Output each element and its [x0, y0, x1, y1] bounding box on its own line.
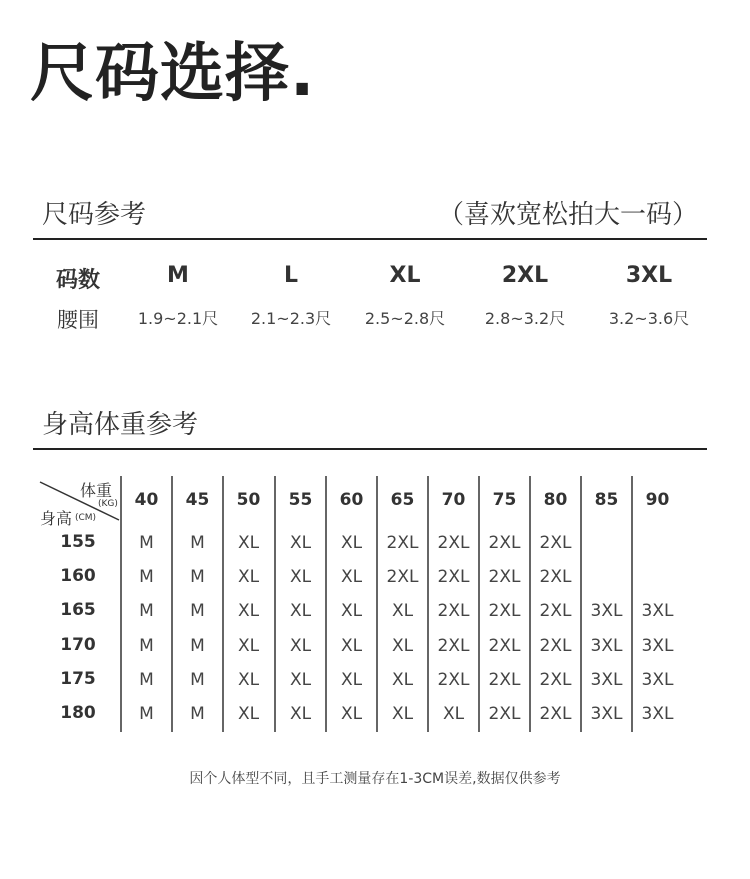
size-cell: XL [289, 636, 312, 656]
size-cell: 3XL [590, 601, 623, 621]
size-cell: 3XL [590, 704, 623, 724]
size-ref-note: （喜欢宽松拍大一码） [437, 200, 698, 230]
corner-weight-label: 体重 [80, 481, 113, 500]
size-row-label: 码数 [55, 268, 100, 293]
size-cell: 2XL [488, 670, 521, 690]
weight-header: 80 [543, 490, 568, 510]
size-cell: 2XL [437, 636, 470, 656]
size-cell: XL [289, 670, 312, 690]
weight-header: 45 [185, 490, 210, 510]
size-cell: 2XL [437, 670, 470, 690]
size-cell: 3XL [641, 601, 674, 621]
waist-value-m: 1.9~2.1尺 [137, 309, 219, 328]
size-cell: M [190, 670, 205, 690]
size-cell: XL [340, 533, 363, 553]
size-cell: XL [340, 567, 363, 587]
size-cell: 2XL [386, 533, 419, 553]
size-header-3xl: 3XL [625, 263, 673, 288]
size-cell: XL [391, 636, 414, 656]
corner-weight-unit: (KG) [98, 499, 118, 509]
size-cell: 2XL [488, 601, 521, 621]
size-ref-divider [33, 238, 707, 240]
weight-header: 75 [492, 490, 517, 510]
height-row-label: 175 [60, 669, 96, 689]
size-cell: 2XL [539, 670, 572, 690]
size-cell: XL [237, 533, 260, 553]
size-header-xl: XL [389, 263, 421, 288]
size-cell: 2XL [386, 567, 419, 587]
weight-header: 40 [134, 490, 159, 510]
size-cell: 3XL [641, 704, 674, 724]
size-cell: 3XL [590, 636, 623, 656]
size-cell: M [190, 704, 205, 724]
size-cell: 3XL [641, 636, 674, 656]
size-cell: 2XL [488, 636, 521, 656]
size-cell: 2XL [437, 567, 470, 587]
size-cell: XL [391, 601, 414, 621]
size-cell: XL [391, 670, 414, 690]
height-row-label: 155 [60, 532, 96, 552]
size-cell: XL [237, 601, 260, 621]
size-cell: M [190, 533, 205, 553]
size-cell: 2XL [539, 567, 572, 587]
height-row-label: 165 [60, 600, 96, 620]
corner-height-label: 身高 [40, 509, 73, 528]
size-header-l: L [283, 263, 299, 288]
weight-header: 70 [441, 490, 466, 510]
size-cell: M [139, 670, 154, 690]
waist-value-3xl: 3.2~3.6尺 [608, 309, 690, 328]
size-cell: M [190, 601, 205, 621]
size-cell: M [139, 533, 154, 553]
height-weight-table [38, 476, 684, 734]
size-cell: 2XL [488, 704, 521, 724]
size-cell: 2XL [488, 567, 521, 587]
size-cell: XL [340, 704, 363, 724]
size-cell: XL [340, 670, 363, 690]
size-header-m: M [167, 263, 189, 288]
size-cell: XL [237, 670, 260, 690]
weight-header: 55 [288, 490, 313, 510]
size-cell: M [139, 704, 154, 724]
size-cell: M [190, 567, 205, 587]
footnote: 因个人体型不同，且手工测量存在1-3CM误差,数据仅供参考 [189, 771, 561, 787]
size-cell: XL [340, 601, 363, 621]
size-cell: XL [442, 704, 465, 724]
size-cell: M [139, 567, 154, 587]
size-cell: M [190, 636, 205, 656]
size-cell: 2XL [437, 533, 470, 553]
size-cell: XL [340, 636, 363, 656]
weight-header: 50 [236, 490, 261, 510]
weight-header: 90 [645, 490, 670, 510]
waist-row-label: 腰围 [57, 308, 99, 332]
hw-ref-divider [33, 448, 707, 450]
weight-header: 65 [390, 490, 415, 510]
size-cell: XL [391, 704, 414, 724]
size-cell: 3XL [641, 670, 674, 690]
size-header-2xl: 2XL [501, 263, 549, 288]
size-cell: XL [237, 704, 260, 724]
size-cell: 2XL [539, 636, 572, 656]
page-title: 尺码选择. [30, 37, 316, 111]
size-cell: XL [289, 533, 312, 553]
corner-height-unit: (CM) [75, 513, 97, 523]
size-cell: 2XL [539, 533, 572, 553]
size-cell: XL [289, 704, 312, 724]
weight-header: 85 [594, 490, 619, 510]
height-row-label: 160 [60, 566, 96, 586]
size-cell: 2XL [437, 601, 470, 621]
waist-value-xl: 2.5~2.8尺 [364, 309, 446, 328]
size-cell: 2XL [539, 601, 572, 621]
waist-value-l: 2.1~2.3尺 [250, 309, 332, 328]
size-cell: 2XL [539, 704, 572, 724]
size-cell: 2XL [488, 533, 521, 553]
size-cell: XL [289, 567, 312, 587]
size-cell: 3XL [590, 670, 623, 690]
height-row-label: 180 [60, 703, 96, 723]
size-cell: M [139, 636, 154, 656]
height-row-label: 170 [60, 635, 96, 655]
size-ref-title: 尺码参考 [42, 200, 147, 230]
weight-header: 60 [339, 490, 364, 510]
size-cell: XL [289, 601, 312, 621]
size-cell: M [139, 601, 154, 621]
waist-value-2xl: 2.8~3.2尺 [484, 309, 566, 328]
size-cell: XL [237, 636, 260, 656]
hw-ref-title: 身高体重参考 [42, 410, 199, 440]
size-cell: XL [237, 567, 260, 587]
